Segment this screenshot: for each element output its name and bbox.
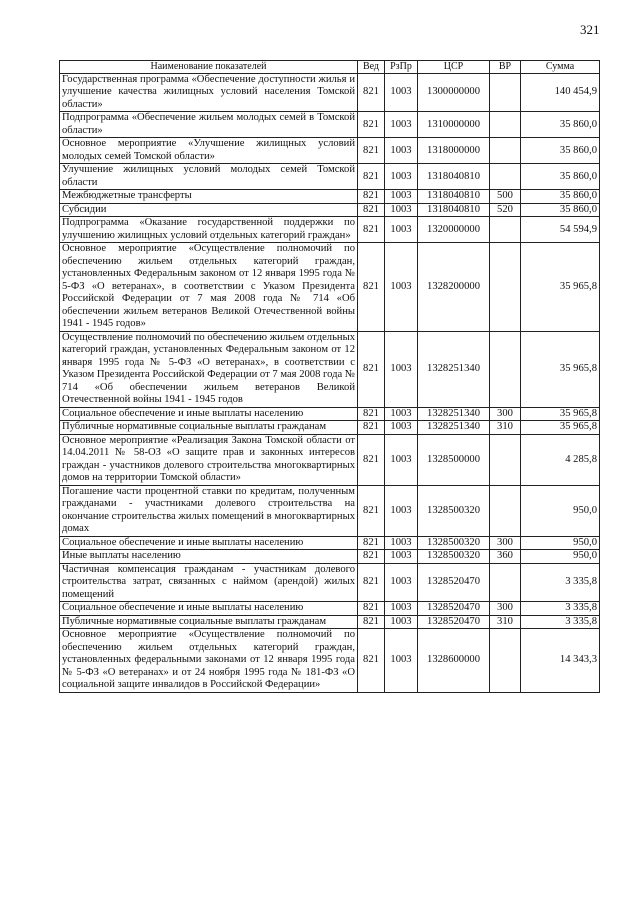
table-row bbox=[60, 615, 600, 629]
row-sum: 54 594,9 bbox=[521, 217, 600, 243]
row-rzpr: 1003 bbox=[385, 164, 418, 190]
row-csr: 1328520470 bbox=[418, 615, 490, 629]
row-ved: 821 bbox=[358, 190, 385, 204]
row-rzpr: 1003 bbox=[385, 190, 418, 204]
row-csr: 1328520470 bbox=[418, 602, 490, 616]
header-vr: ВР bbox=[490, 61, 521, 74]
header-sum: Сумма bbox=[521, 61, 600, 74]
row-vr bbox=[490, 485, 521, 536]
row-name: Субсидии bbox=[60, 203, 358, 217]
row-name: Социальное обеспечение и иные выплаты населению bbox=[60, 407, 358, 421]
row-ved: 821 bbox=[358, 536, 385, 550]
row-csr: 1328500320 bbox=[418, 550, 490, 564]
table-row bbox=[60, 407, 600, 421]
budget-table bbox=[59, 60, 600, 693]
row-ved: 821 bbox=[358, 203, 385, 217]
row-csr: 1318040810 bbox=[418, 164, 490, 190]
row-ved: 821 bbox=[358, 485, 385, 536]
row-ved: 821 bbox=[358, 217, 385, 243]
row-sum: 35 860,0 bbox=[521, 138, 600, 164]
row-ved: 821 bbox=[358, 434, 385, 485]
row-rzpr: 1003 bbox=[385, 203, 418, 217]
row-csr: 1328251340 bbox=[418, 421, 490, 435]
row-sum: 14 343,3 bbox=[521, 629, 600, 693]
row-name: Межбюджетные трансферты bbox=[60, 190, 358, 204]
row-vr bbox=[490, 73, 521, 112]
row-csr: 1328251340 bbox=[418, 407, 490, 421]
table-row bbox=[60, 550, 600, 564]
row-csr: 1328500320 bbox=[418, 536, 490, 550]
row-vr bbox=[490, 138, 521, 164]
table-row bbox=[60, 602, 600, 616]
row-sum: 35 965,8 bbox=[521, 421, 600, 435]
table-row bbox=[60, 421, 600, 435]
row-csr: 1328600000 bbox=[418, 629, 490, 693]
row-rzpr: 1003 bbox=[385, 407, 418, 421]
row-rzpr: 1003 bbox=[385, 563, 418, 602]
row-ved: 821 bbox=[358, 629, 385, 693]
row-csr: 1310000000 bbox=[418, 112, 490, 138]
row-rzpr: 1003 bbox=[385, 629, 418, 693]
row-name: Основное мероприятие «Улучшение жилищных условий молодых семей Томской области» bbox=[60, 138, 358, 164]
row-ved: 821 bbox=[358, 138, 385, 164]
row-vr bbox=[490, 629, 521, 693]
row-name: Основное мероприятие «Осуществление полномочий по обеспечению жильем отдельных категорий граждан, установленных федеральными законами от 12 января 1995 года № 5-ФЗ «О ветеранах» и от 24 ноября 1995 года № 181-ФЗ «О социальной защите инвалидов в Российской Федерации» bbox=[60, 629, 358, 693]
row-rzpr: 1003 bbox=[385, 550, 418, 564]
row-vr bbox=[490, 434, 521, 485]
row-sum: 950,0 bbox=[521, 550, 600, 564]
table-row bbox=[60, 190, 600, 204]
row-name: Подпрограмма «Обеспечение жильем молодых семей в Томской области» bbox=[60, 112, 358, 138]
row-name: Улучшение жилищных условий молодых семей Томской области bbox=[60, 164, 358, 190]
header-name: Наименование показателей bbox=[60, 61, 358, 74]
row-sum: 35 965,8 bbox=[521, 407, 600, 421]
row-sum: 950,0 bbox=[521, 536, 600, 550]
row-rzpr: 1003 bbox=[385, 217, 418, 243]
row-vr bbox=[490, 331, 521, 407]
row-name: Частичная компенсация гражданам - участникам долевого строительства затрат, связанных с наймом (арендой) жилых помещений bbox=[60, 563, 358, 602]
row-rzpr: 1003 bbox=[385, 485, 418, 536]
row-rzpr: 1003 bbox=[385, 536, 418, 550]
row-name: Погашение части процентной ставки по кредитам, полученным гражданами - участниками долевого строительства на окончание строительства жилых помещений в многоквартирных домах bbox=[60, 485, 358, 536]
row-vr: 360 bbox=[490, 550, 521, 564]
row-csr: 1318040810 bbox=[418, 190, 490, 204]
row-csr: 1328251340 bbox=[418, 331, 490, 407]
row-csr: 1328200000 bbox=[418, 243, 490, 332]
table-row bbox=[60, 536, 600, 550]
row-rzpr: 1003 bbox=[385, 73, 418, 112]
row-rzpr: 1003 bbox=[385, 112, 418, 138]
row-vr bbox=[490, 243, 521, 332]
row-rzpr: 1003 bbox=[385, 421, 418, 435]
table-row bbox=[60, 203, 600, 217]
table-row bbox=[60, 217, 600, 243]
table-header-row bbox=[60, 61, 600, 74]
row-sum: 3 335,8 bbox=[521, 615, 600, 629]
row-vr bbox=[490, 217, 521, 243]
table-row bbox=[60, 164, 600, 190]
row-sum: 35 965,8 bbox=[521, 331, 600, 407]
row-csr: 1328500000 bbox=[418, 434, 490, 485]
row-name: Основное мероприятие «Реализация Закона Томской области от 14.04.2011 № 58-ОЗ «О защите прав и законных интересов граждан - участников долевого строительства многоквартирных домов на территории Томской области» bbox=[60, 434, 358, 485]
table-row bbox=[60, 112, 600, 138]
row-vr bbox=[490, 563, 521, 602]
row-name: Иные выплаты населению bbox=[60, 550, 358, 564]
table-row bbox=[60, 485, 600, 536]
header-ved: Вед bbox=[358, 61, 385, 74]
row-csr: 1320000000 bbox=[418, 217, 490, 243]
row-vr: 500 bbox=[490, 190, 521, 204]
row-sum: 35 860,0 bbox=[521, 164, 600, 190]
row-sum: 140 454,9 bbox=[521, 73, 600, 112]
row-ved: 821 bbox=[358, 112, 385, 138]
row-ved: 821 bbox=[358, 421, 385, 435]
row-ved: 821 bbox=[358, 563, 385, 602]
row-rzpr: 1003 bbox=[385, 602, 418, 616]
row-vr: 520 bbox=[490, 203, 521, 217]
row-sum: 950,0 bbox=[521, 485, 600, 536]
header-rzpr: РзПр bbox=[385, 61, 418, 74]
row-ved: 821 bbox=[358, 73, 385, 112]
row-vr bbox=[490, 112, 521, 138]
row-sum: 35 860,0 bbox=[521, 203, 600, 217]
row-ved: 821 bbox=[358, 407, 385, 421]
row-sum: 35 965,8 bbox=[521, 243, 600, 332]
row-name: Социальное обеспечение и иные выплаты населению bbox=[60, 602, 358, 616]
row-ved: 821 bbox=[358, 164, 385, 190]
row-rzpr: 1003 bbox=[385, 138, 418, 164]
page-number: 321 bbox=[580, 22, 600, 37]
row-ved: 821 bbox=[358, 331, 385, 407]
row-name: Подпрограмма «Оказание государственной поддержки по улучшению жилищных условий отдельных категорий граждан» bbox=[60, 217, 358, 243]
row-rzpr: 1003 bbox=[385, 331, 418, 407]
row-name: Государственная программа «Обеспечение доступности жилья и улучшение качества жилищных условий населения Томской области» bbox=[60, 73, 358, 112]
row-name: Публичные нормативные социальные выплаты гражданам bbox=[60, 615, 358, 629]
table-row bbox=[60, 243, 600, 332]
row-vr: 310 bbox=[490, 421, 521, 435]
row-rzpr: 1003 bbox=[385, 243, 418, 332]
table-row bbox=[60, 563, 600, 602]
row-sum: 3 335,8 bbox=[521, 602, 600, 616]
table-row bbox=[60, 73, 600, 112]
row-vr: 300 bbox=[490, 602, 521, 616]
table-row bbox=[60, 629, 600, 693]
row-name: Основное мероприятие «Осуществление полномочий по обеспечению жильем отдельных категорий граждан, установленных Федеральным законом от 12 января 1995 года № 5-ФЗ «О ветеранах», в соответствии с Указом Президента Российской Федерации от 7 мая 2008 года № 714 «Об обеспечении жильем ветеранов Великой Отечественной войны 1941 - 1945 годов» bbox=[60, 243, 358, 332]
row-name: Социальное обеспечение и иные выплаты населению bbox=[60, 536, 358, 550]
row-sum: 3 335,8 bbox=[521, 563, 600, 602]
row-csr: 1300000000 bbox=[418, 73, 490, 112]
header-csr: ЦСР bbox=[418, 61, 490, 74]
row-vr: 300 bbox=[490, 536, 521, 550]
row-vr: 300 bbox=[490, 407, 521, 421]
row-csr: 1328500320 bbox=[418, 485, 490, 536]
table-row bbox=[60, 138, 600, 164]
table-row bbox=[60, 331, 600, 407]
row-vr: 310 bbox=[490, 615, 521, 629]
row-name: Публичные нормативные социальные выплаты гражданам bbox=[60, 421, 358, 435]
row-rzpr: 1003 bbox=[385, 615, 418, 629]
row-csr: 1318000000 bbox=[418, 138, 490, 164]
row-sum: 35 860,0 bbox=[521, 190, 600, 204]
row-csr: 1318040810 bbox=[418, 203, 490, 217]
row-ved: 821 bbox=[358, 615, 385, 629]
row-ved: 821 bbox=[358, 243, 385, 332]
row-ved: 821 bbox=[358, 550, 385, 564]
row-sum: 4 285,8 bbox=[521, 434, 600, 485]
table-row bbox=[60, 434, 600, 485]
row-name: Осуществление полномочий по обеспечению жильем отдельных категорий граждан, установленных Федеральным законом от 12 января 1995 года № 5-ФЗ «О ветеранах», в соответствии с Указом Президента Российской Федерации от 7 мая 2008 года № 714 «Об обеспечении жильем ветеранов Великой Отечественной войны 1941 - 1945 годов bbox=[60, 331, 358, 407]
row-rzpr: 1003 bbox=[385, 434, 418, 485]
row-sum: 35 860,0 bbox=[521, 112, 600, 138]
row-ved: 821 bbox=[358, 602, 385, 616]
row-vr bbox=[490, 164, 521, 190]
row-csr: 1328520470 bbox=[418, 563, 490, 602]
